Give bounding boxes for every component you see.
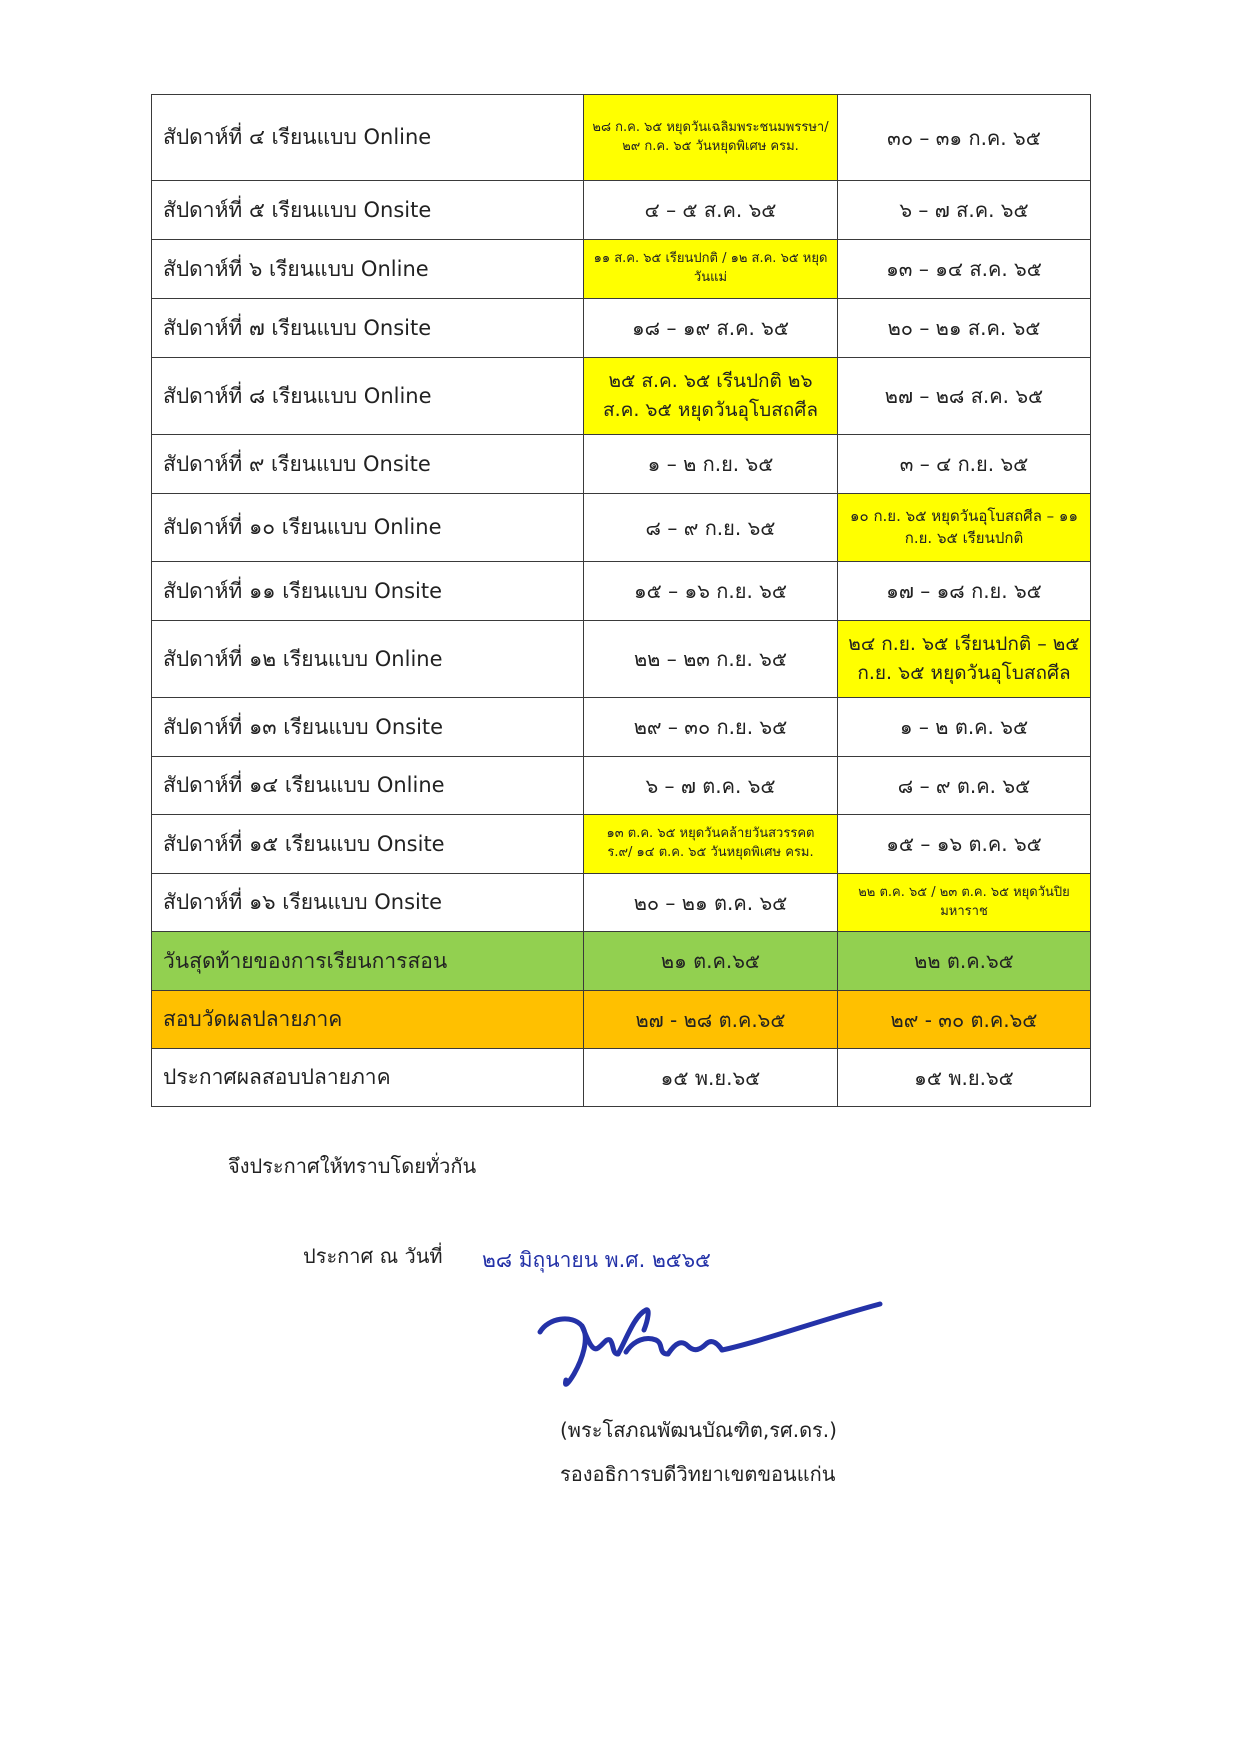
group2-date: ๒๒ ต.ค.๖๕ — [838, 932, 1091, 991]
handwritten-signature-icon — [530, 1300, 890, 1400]
week-label: สัปดาห์ที่ ๑๑ เรียนแบบ Onsite — [152, 562, 584, 621]
week-label: สอบวัดผลปลายภาค — [152, 991, 584, 1049]
table-row — [152, 181, 1091, 240]
week-label: สัปดาห์ที่ ๑๔ เรียนแบบ Online — [152, 757, 584, 815]
table-row — [152, 621, 1091, 698]
group1-date: ๒๐ – ๒๑ ต.ค. ๖๕ — [584, 874, 838, 932]
group1-date: ๒๘ ก.ค. ๖๕ หยุดวันเฉลิมพระชนมพรรษา/ ๒๙ ก.ค. ๖๕ วันหยุดพิเศษ ครม. — [584, 95, 838, 181]
group1-date: ๑๓ ต.ค. ๖๕ หยุดวันคล้ายวันสวรรคต ร.๙/ ๑๔ ต.ค. ๖๕ วันหยุดพิเศษ ครม. — [584, 815, 838, 874]
group1-date: ๑๕ – ๑๖ ก.ย. ๖๕ — [584, 562, 838, 621]
group2-date: ๒๙ - ๓๐ ต.ค.๖๕ — [838, 991, 1091, 1049]
group2-date: ๑๕ – ๑๖ ต.ค. ๖๕ — [838, 815, 1091, 874]
schedule-table — [151, 94, 1091, 1107]
group2-date: ๓ – ๔ ก.ย. ๖๕ — [838, 435, 1091, 494]
announce-label: ประกาศ ณ วันที่ — [303, 1244, 443, 1268]
signer-name: (พระโสภณพัฒนบัณฑิต,รศ.ดร.) — [560, 1418, 837, 1442]
group2-date: ๒๔ ก.ย. ๖๕ เรียนปกติ – ๒๕ ก.ย. ๖๕ หยุดวันอุโบสถศีล — [838, 621, 1091, 698]
closing-statement: จึงประกาศให้ทราบโดยทั่วกัน — [228, 1154, 477, 1178]
group2-date: ๑๗ – ๑๘ ก.ย. ๖๕ — [838, 562, 1091, 621]
group2-date: ๖ – ๗ ส.ค. ๖๕ — [838, 181, 1091, 240]
table-row — [152, 562, 1091, 621]
group1-date: ๒๙ – ๓๐ ก.ย. ๖๕ — [584, 698, 838, 757]
signer-title: รองอธิการบดีวิทยาเขตขอนแก่น — [560, 1462, 836, 1486]
table-row — [152, 494, 1091, 562]
group1-date: ๒๑ ต.ค.๖๕ — [584, 932, 838, 991]
week-label: สัปดาห์ที่ ๔ เรียนแบบ Online — [152, 95, 584, 181]
group2-date: ๑ – ๒ ต.ค. ๖๕ — [838, 698, 1091, 757]
final-exam-row — [152, 991, 1091, 1049]
week-label: สัปดาห์ที่ ๑๖ เรียนแบบ Onsite — [152, 874, 584, 932]
group2-date: ๒๒ ต.ค. ๖๕ / ๒๓ ต.ค. ๖๕ หยุดวันปิยมหาราช — [838, 874, 1091, 932]
week-label: สัปดาห์ที่ ๕ เรียนแบบ Onsite — [152, 181, 584, 240]
group1-date: ๑๕ พ.ย.๖๕ — [584, 1049, 838, 1107]
week-label: วันสุดท้ายของการเรียนการสอน — [152, 932, 584, 991]
table-row — [152, 240, 1091, 299]
group1-date: ๒๕ ส.ค. ๖๕ เรีนปกติ ๒๖ ส.ค. ๖๕ หยุดวันอุโบสถศีล — [584, 358, 838, 435]
week-label: สัปดาห์ที่ ๗ เรียนแบบ Onsite — [152, 299, 584, 358]
group2-date: ๘ – ๙ ต.ค. ๖๕ — [838, 757, 1091, 815]
group1-date: ๘ – ๙ ก.ย. ๖๕ — [584, 494, 838, 562]
table-row — [152, 435, 1091, 494]
group2-date: ๑๕ พ.ย.๖๕ — [838, 1049, 1091, 1107]
group2-date: ๓๐ – ๓๑ ก.ค. ๖๕ — [838, 95, 1091, 181]
week-label: สัปดาห์ที่ ๖ เรียนแบบ Online — [152, 240, 584, 299]
table-row — [152, 815, 1091, 874]
group1-date: ๖ – ๗ ต.ค. ๖๕ — [584, 757, 838, 815]
week-label: สัปดาห์ที่ ๑๐ เรียนแบบ Online — [152, 494, 584, 562]
week-label: สัปดาห์ที่ ๘ เรียนแบบ Online — [152, 358, 584, 435]
group1-date: ๑ – ๒ ก.ย. ๖๕ — [584, 435, 838, 494]
table-row — [152, 95, 1091, 181]
week-label: สัปดาห์ที่ ๑๓ เรียนแบบ Onsite — [152, 698, 584, 757]
table-row — [152, 299, 1091, 358]
week-label: สัปดาห์ที่ ๑๕ เรียนแบบ Onsite — [152, 815, 584, 874]
group1-date: ๑๘ – ๑๙ ส.ค. ๖๕ — [584, 299, 838, 358]
week-label: สัปดาห์ที่ ๙ เรียนแบบ Onsite — [152, 435, 584, 494]
group1-date: ๔ – ๕ ส.ค. ๖๕ — [584, 181, 838, 240]
group2-date: ๒๗ – ๒๘ ส.ค. ๖๕ — [838, 358, 1091, 435]
table-row — [152, 757, 1091, 815]
announce-date: ๒๘ มิถุนายน พ.ศ. ๒๕๖๕ — [482, 1248, 711, 1272]
table-row — [152, 874, 1091, 932]
group1-date: ๑๑ ส.ค. ๖๕ เรียนปกติ / ๑๒ ส.ค. ๖๕ หยุดวันแม่ — [584, 240, 838, 299]
exam-results-row — [152, 1049, 1091, 1107]
last-teaching-day-row — [152, 932, 1091, 991]
group2-date: ๒๐ – ๒๑ ส.ค. ๖๕ — [838, 299, 1091, 358]
table-row — [152, 698, 1091, 757]
week-label: สัปดาห์ที่ ๑๒ เรียนแบบ Online — [152, 621, 584, 698]
group2-date: ๑๓ – ๑๔ ส.ค. ๖๕ — [838, 240, 1091, 299]
table-row — [152, 358, 1091, 435]
group2-date: ๑๐ ก.ย. ๖๕ หยุดวันอุโบสถศีล – ๑๑ ก.ย. ๖๕ เรียนปกติ — [838, 494, 1091, 562]
group1-date: ๒๗ - ๒๘ ต.ค.๖๕ — [584, 991, 838, 1049]
group1-date: ๒๒ – ๒๓ ก.ย. ๖๕ — [584, 621, 838, 698]
week-label: ประกาศผลสอบปลายภาค — [152, 1049, 584, 1107]
